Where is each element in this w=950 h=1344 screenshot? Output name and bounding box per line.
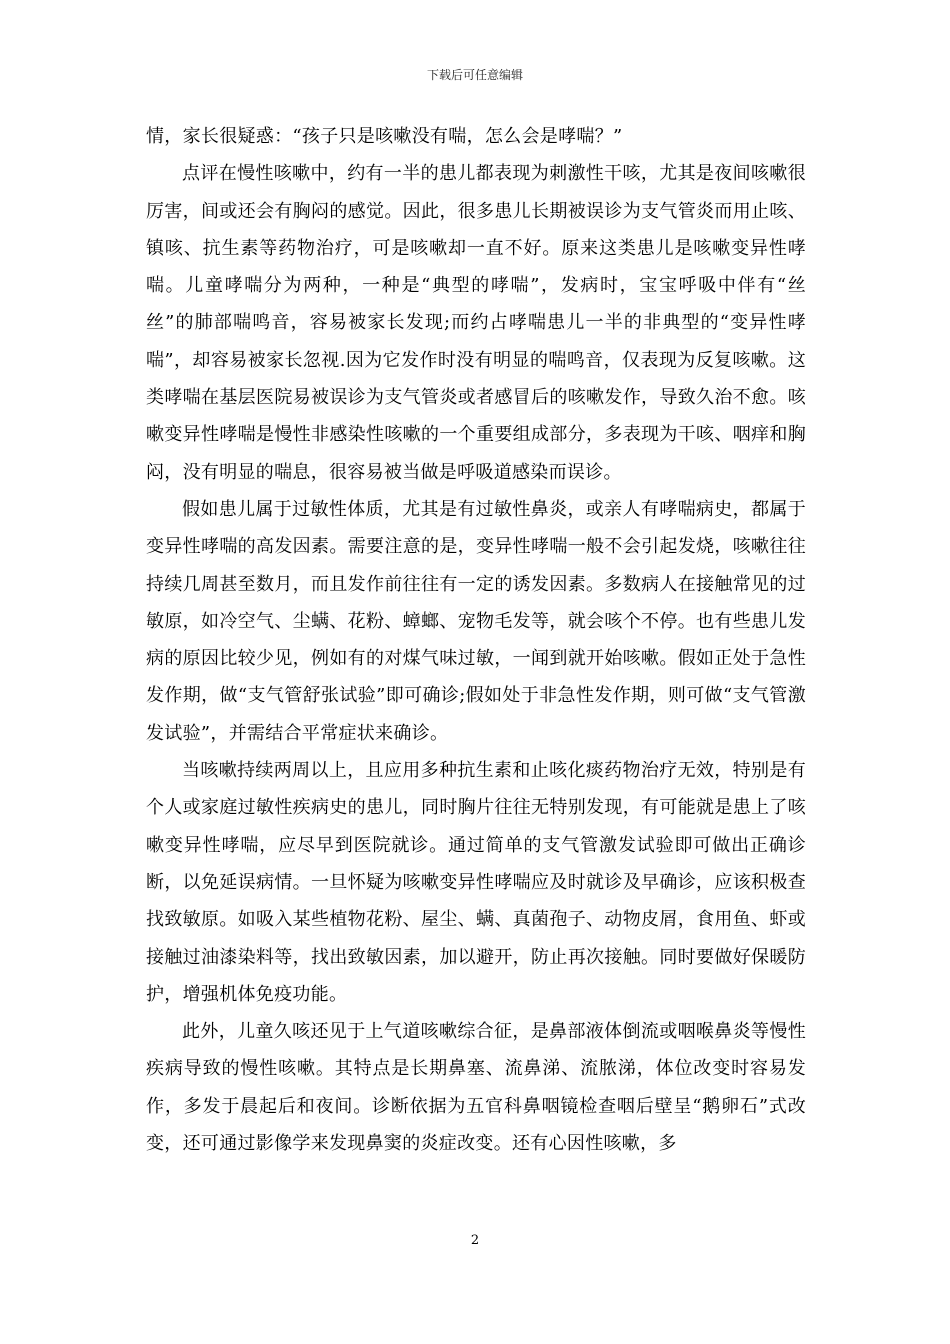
paragraph-continuation: 情，家长很疑惑：“孩子只是咳嗽没有喘，怎么会是哮喘？” (146, 126, 623, 147)
page-header: 下载后可任意编辑 (426, 68, 523, 82)
paragraph: 当咳嗽持续两周以上，且应用多种抗生素和止咳化痰药物治疗无效，特别是有个人或家庭过敏性疾病史的患儿，同时胸片往往无特别发现，有可能就是患上了咳嗽变异性哮喘，应尽早到医院就诊。通过简单的支气管激发试验即可做出正确诊断，以免延误病情。一旦怀疑为咳嗽变异性哮喘应及时就诊及早确诊，应该积极查找致敏原。如吸入某些植物花粉、屋尘、螨、真菌孢子、动物皮屑，食用鱼、虾或接触过油漆染料等，找出致敏因素，加以避开，防止再次接触。同时要做好保暖防护，增强机体免疫功能。 (146, 760, 806, 1005)
paragraph: 此外，儿童久咳还见于上气道咳嗽综合征，是鼻部液体倒流或咽喉鼻炎等慢性疾病导致的慢性咳嗽。其特点是长期鼻塞、流鼻涕、流脓涕，体位改变时容易发作，多发于晨起后和夜间。诊断依据为五官科鼻咽镜检查咽后壁呈“鹅卵石”式改变，还可通过影像学来发现鼻窦的炎症改变。还有心因性咳嗽，多 (146, 1021, 806, 1155)
paragraph: 点评在慢性咳嗽中，约有一半的患儿都表现为刺激性干咳，尤其是夜间咳嗽很厉害，间或还会有胸闷的感觉。因此，很多患儿长期被误诊为支气管炎而用止咳、镇咳、抗生素等药物治疗，可是咳嗽却一直不好。原来这类患儿是咳嗽变异性哮喘。儿童哮喘分为两种，一种是“典型的哮喘”，发病时，宝宝呼吸中伴有“丝丝”的肺部喘鸣音，容易被家长发现;而约占哮喘患儿一半的非典型的“变异性哮喘”，却容易被家长忽视.因为它发作时没有明显的喘鸣音，仅表现为反复咳嗽。这类哮喘在基层医院易被误诊为支气管炎或者感冒后的咳嗽发作，导致久治不愈。咳嗽变异性哮喘是慢性非感染性咳嗽的一个重要组成部分，多表现为干咳、咽痒和胸闷，没有明显的喘息，很容易被当做是呼吸道感染而误诊。 (146, 163, 806, 483)
page-number: 2 (470, 1233, 480, 1248)
paragraph: 假如患儿属于过敏性体质，尤其是有过敏性鼻炎，或亲人有哮喘病史，都属于变异性哮喘的高发因素。需要注意的是，变异性哮喘一般不会引起发烧，咳嗽往往持续几周甚至数月，而且发作前往往有一定的诱发因素。多数病人在接触常见的过敏原，如冷空气、尘螨、花粉、蟑螂、宠物毛发等，就会咳个不停。也有些患儿发病的原因比较少见，例如有的对煤气味过敏，一闻到就开始咳嗽。假如正处于急性发作期，做“支气管舒张试验”即可确诊;假如处于非急性发作期，则可做“支气管激发试验”，并需结合平常症状来确诊。 (146, 498, 806, 744)
body-text (146, 118, 806, 1162)
